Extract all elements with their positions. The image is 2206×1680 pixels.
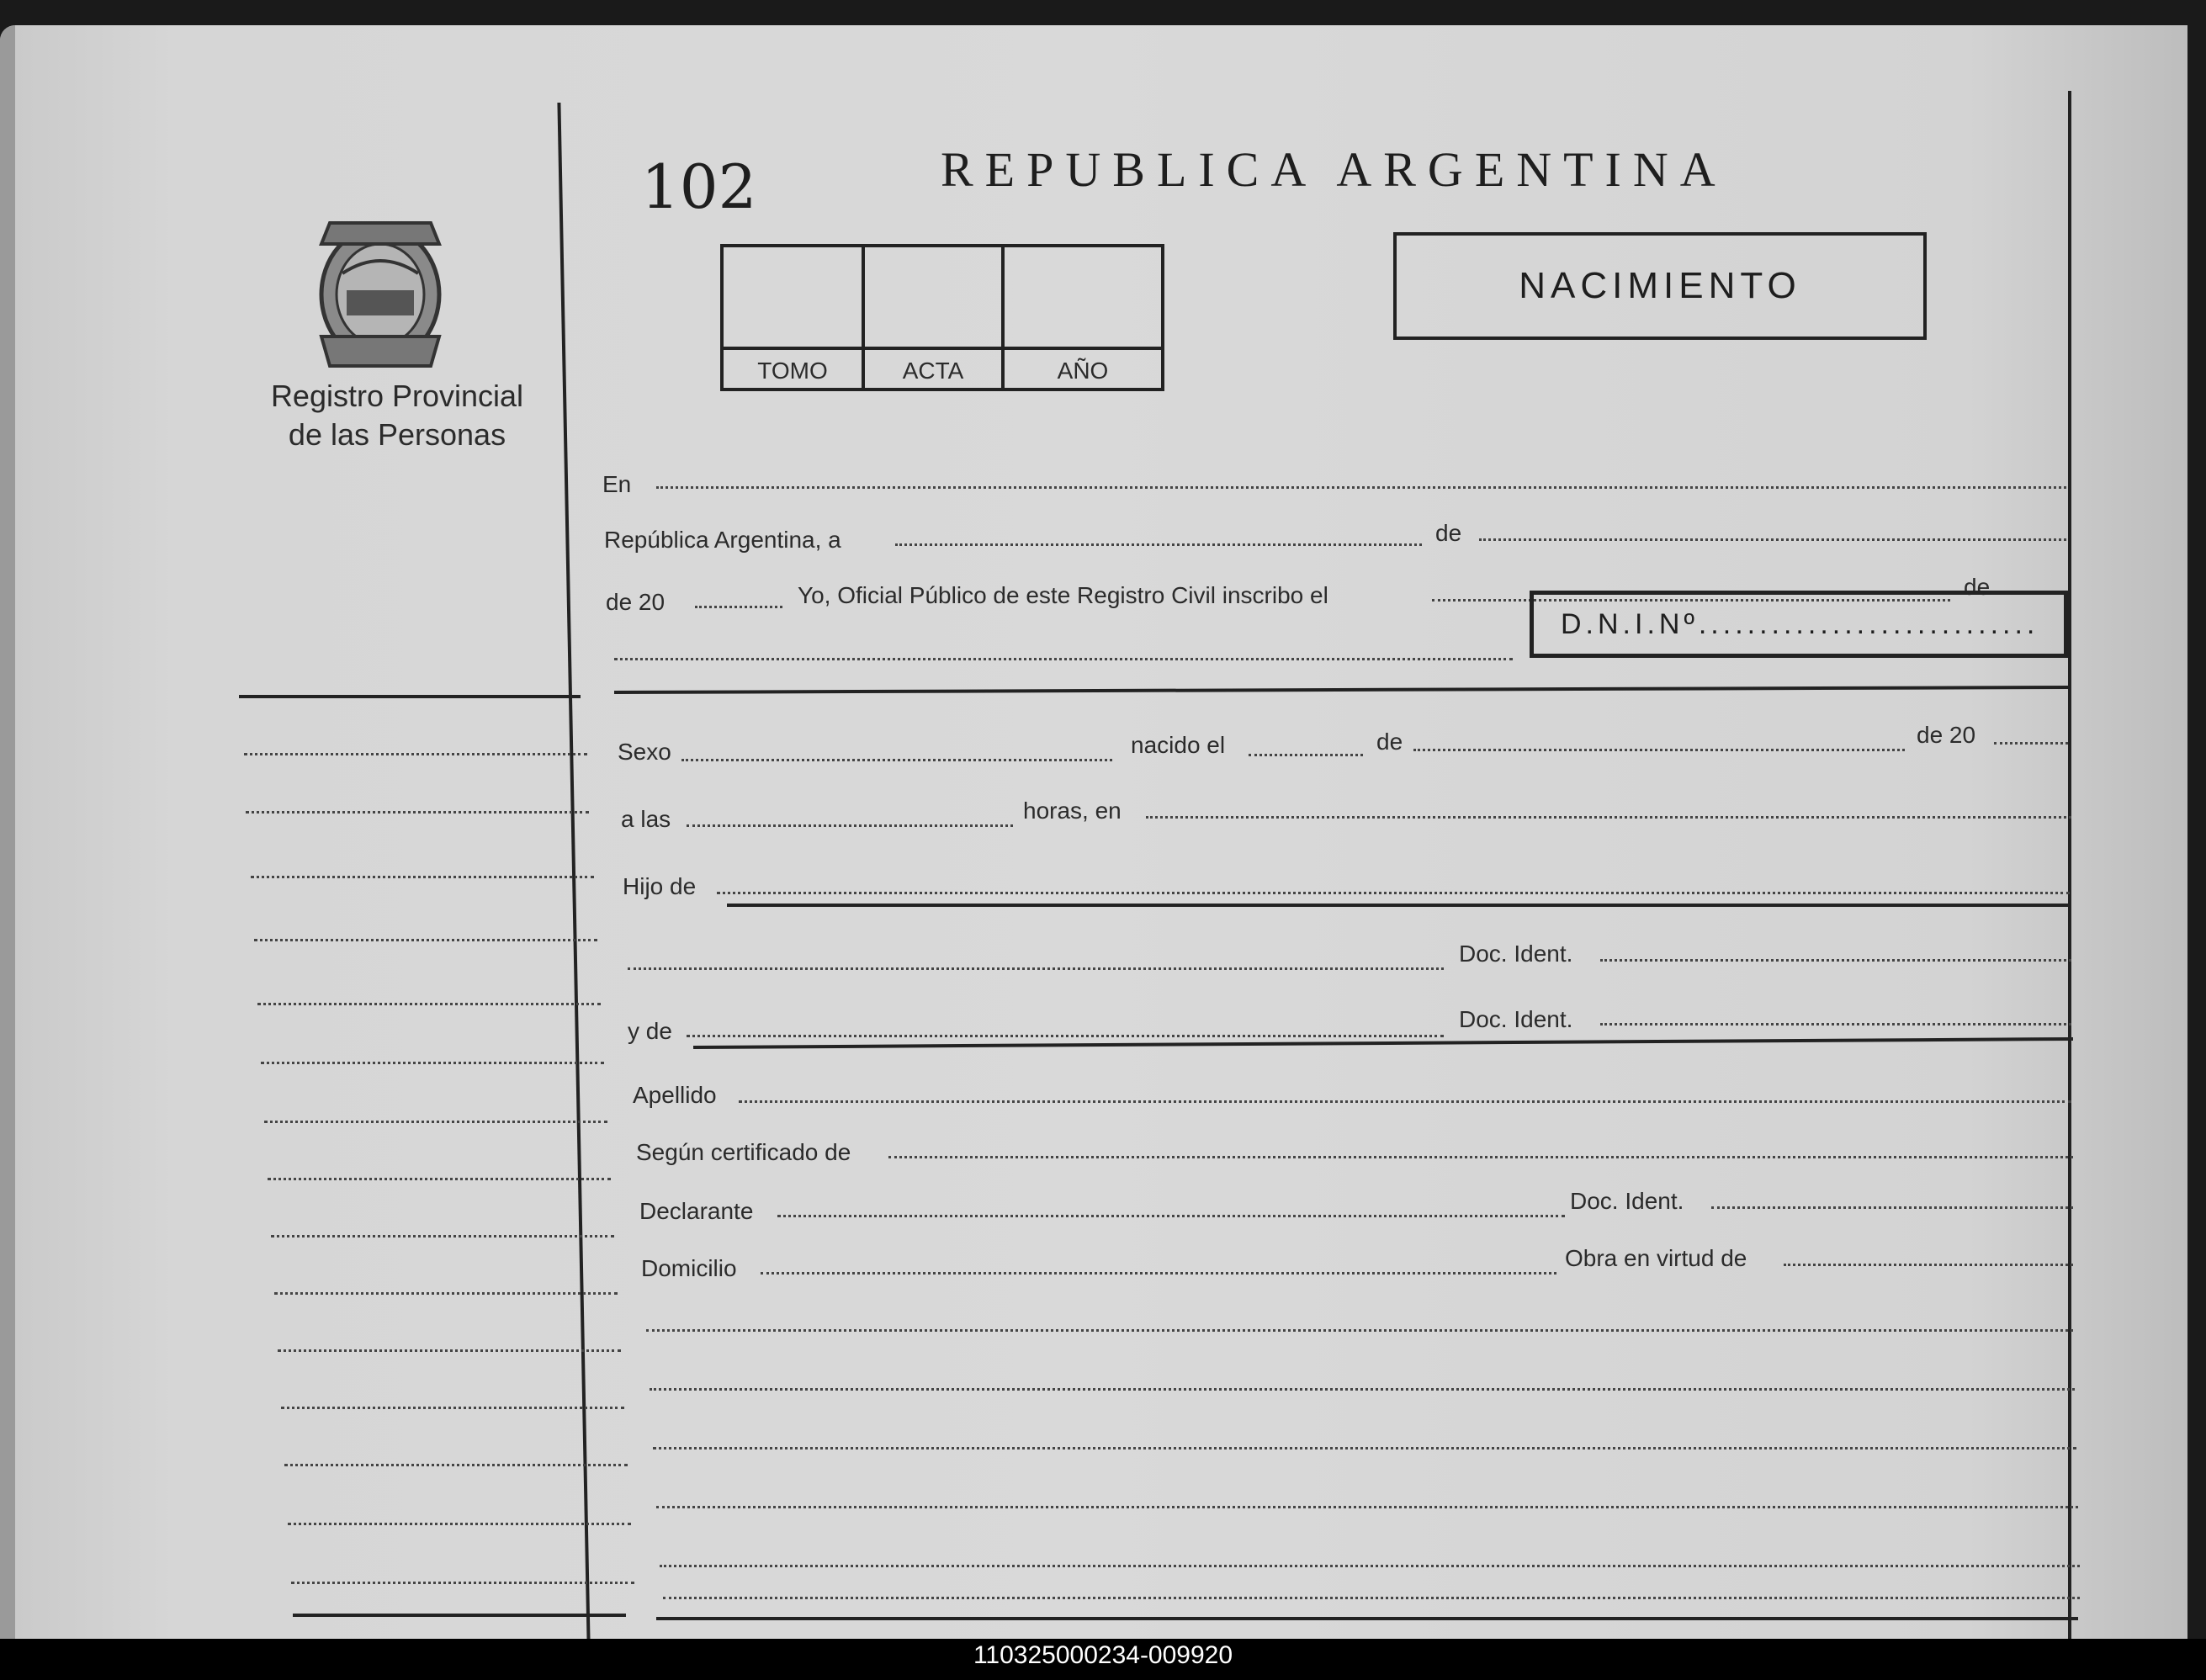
margin-line xyxy=(291,1582,634,1584)
ano-field[interactable] xyxy=(1005,247,1161,347)
de20-label-1: de 20 xyxy=(606,589,666,615)
birth-day-field[interactable] xyxy=(1249,754,1363,756)
section-rule xyxy=(693,1037,2073,1049)
en-label: En xyxy=(602,471,632,497)
section-rule xyxy=(727,904,2071,907)
margin-line xyxy=(284,1464,628,1466)
obra-field[interactable] xyxy=(1784,1264,2073,1266)
margin-rule xyxy=(239,695,581,698)
tomo-field[interactable] xyxy=(724,247,865,347)
country-title: REPUBLICA ARGENTINA xyxy=(941,142,1727,197)
en-field[interactable] xyxy=(656,486,2066,489)
dni-box[interactable]: D.N.I.Nº............................ xyxy=(1530,591,2068,658)
form-page xyxy=(0,25,2187,1639)
margin-line xyxy=(274,1292,618,1295)
notes-line[interactable] xyxy=(656,1506,2078,1508)
y-de-label: y de xyxy=(628,1018,672,1044)
margin-line xyxy=(281,1407,624,1409)
margin-rule xyxy=(293,1614,626,1617)
doc-ident-label-1: Doc. Ident. xyxy=(1459,941,1573,967)
de-label-2: de xyxy=(1964,574,1991,600)
margin-line xyxy=(261,1062,604,1064)
declarante-label: Declarante xyxy=(639,1198,754,1224)
provincial-emblem-icon xyxy=(305,210,456,383)
doc-ident-label-3: Doc. Ident. xyxy=(1570,1188,1684,1214)
father-field[interactable] xyxy=(717,892,2070,894)
birth-month-field[interactable] xyxy=(1413,749,1905,751)
republica-label: República Argentina, a xyxy=(604,527,841,553)
domicilio-field[interactable] xyxy=(761,1272,1556,1275)
notes-line[interactable] xyxy=(663,1597,2080,1599)
margin-line xyxy=(254,939,597,941)
domicilio-label: Domicilio xyxy=(641,1255,737,1281)
birth-year-field[interactable] xyxy=(1994,742,2068,745)
margin-line xyxy=(257,1003,601,1005)
record-type-box: NACIMIENTO xyxy=(1393,232,1927,340)
margin-line xyxy=(271,1235,614,1237)
section-rule xyxy=(656,1617,2078,1620)
horas-label: horas, en xyxy=(1023,798,1122,824)
organization-line-2: de las Personas xyxy=(288,417,506,452)
declarante-field[interactable] xyxy=(777,1215,1565,1217)
margin-line xyxy=(251,876,594,878)
de-label-3: de xyxy=(1376,729,1403,755)
segun-label: Según certificado de xyxy=(636,1139,851,1165)
apellido-field[interactable] xyxy=(739,1100,2071,1103)
de20-label-2: de 20 xyxy=(1917,722,1976,748)
ano-label: AÑO xyxy=(1005,347,1161,391)
notes-line[interactable] xyxy=(650,1388,2075,1391)
margin-line xyxy=(264,1121,607,1123)
margin-line xyxy=(246,811,589,814)
tomo-label: TOMO xyxy=(724,347,865,391)
register-box xyxy=(720,244,1164,391)
margin-line xyxy=(288,1523,631,1525)
de-label-1: de xyxy=(1435,520,1462,546)
right-border xyxy=(2068,91,2071,1639)
certificado-field[interactable] xyxy=(888,1156,2073,1158)
notes-line[interactable] xyxy=(660,1565,2080,1567)
obra-label: Obra en virtud de xyxy=(1565,1245,1747,1271)
section-rule xyxy=(614,686,2068,694)
organization-name xyxy=(254,377,540,454)
acta-label: ACTA xyxy=(865,347,1005,391)
father-continued-field[interactable] xyxy=(628,967,1444,970)
doc-ident-label-2: Doc. Ident. xyxy=(1459,1006,1573,1032)
sexo-label: Sexo xyxy=(618,739,671,765)
declarante-doc-field[interactable] xyxy=(1711,1206,2073,1209)
document-number: 102 xyxy=(641,151,757,222)
scan-id: 110325000234-009920 xyxy=(973,1641,1233,1669)
apellido-label: Apellido xyxy=(633,1082,717,1108)
birth-place-field[interactable] xyxy=(1146,816,2071,819)
margin-line xyxy=(244,753,587,755)
margin-line xyxy=(278,1349,621,1352)
acta-field[interactable] xyxy=(865,247,1005,347)
hijo-de-label: Hijo de xyxy=(623,873,697,899)
hour-field[interactable] xyxy=(687,824,1013,827)
mother-field[interactable] xyxy=(687,1035,1444,1037)
mother-doc-field[interactable] xyxy=(1600,1023,2071,1025)
father-doc-field[interactable] xyxy=(1600,959,2071,962)
notes-line[interactable] xyxy=(646,1329,2073,1332)
month-field[interactable] xyxy=(1479,538,2066,541)
nacido-label: nacido el xyxy=(1131,732,1226,758)
sexo-field[interactable] xyxy=(681,759,1112,761)
organization-line-1: Registro Provincial xyxy=(270,379,524,413)
oficial-label: Yo, Oficial Público de este Registro Civil inscribo el xyxy=(798,582,1328,608)
year-field[interactable] xyxy=(695,606,782,608)
a-las-label: a las xyxy=(621,806,671,832)
inscribo-continued-field[interactable] xyxy=(614,658,1513,660)
day-field[interactable] xyxy=(895,543,1422,546)
margin-line xyxy=(268,1178,611,1180)
notes-line[interactable] xyxy=(653,1447,2076,1449)
